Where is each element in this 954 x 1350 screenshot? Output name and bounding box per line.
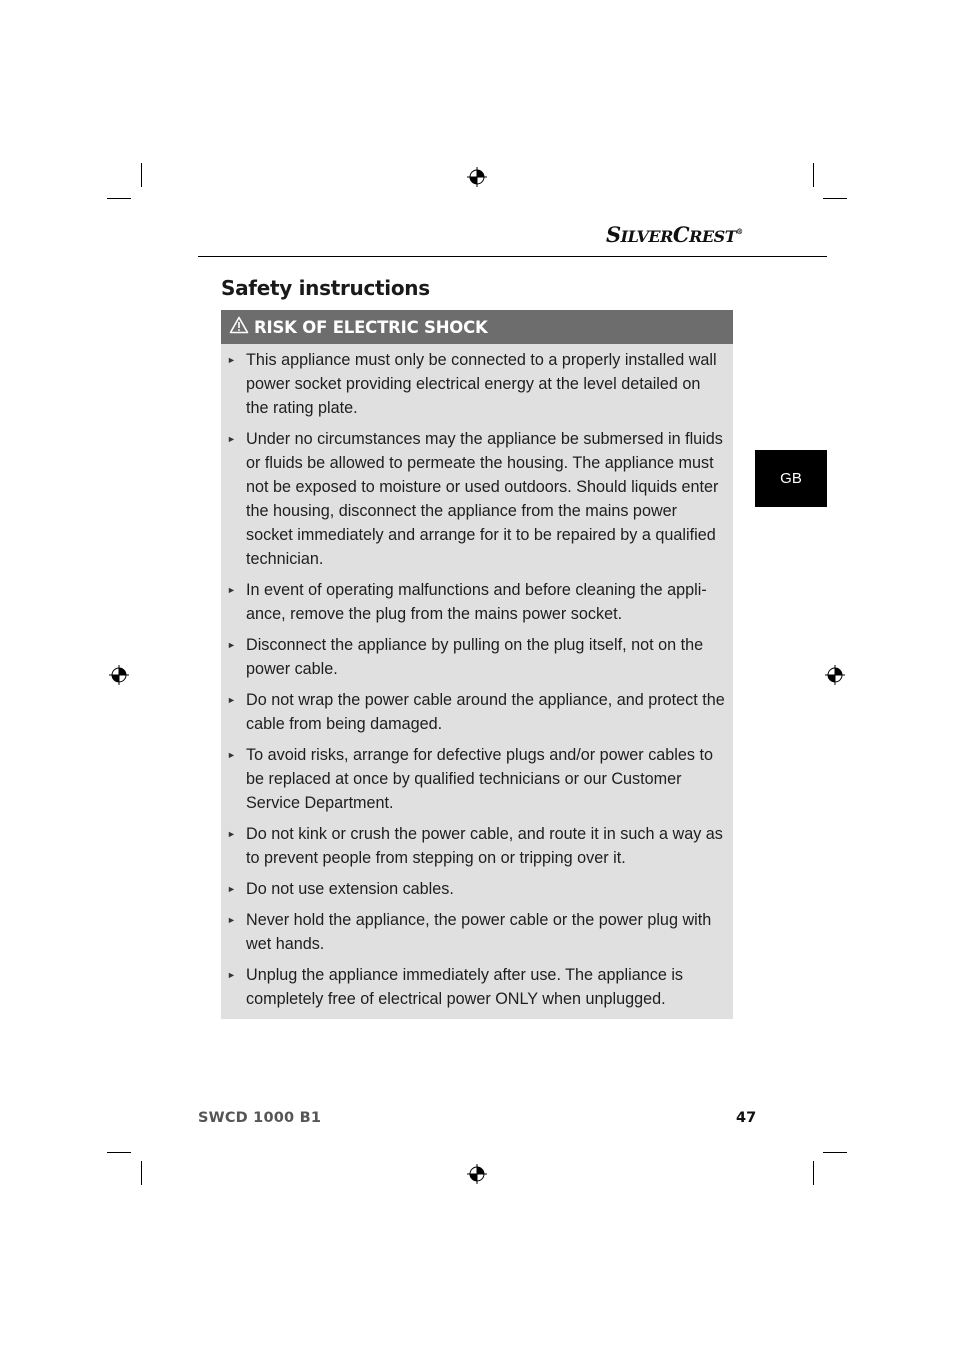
- bullet-arrow-icon: ►: [227, 585, 236, 595]
- registration-mark-icon: [467, 1164, 487, 1184]
- list-item: ► To avoid risks, arrange for defective plugs and/or power cables to be replaced at once by qualified technicians or our Customer Service Department.: [227, 743, 727, 815]
- registration-mark-icon: [109, 665, 129, 685]
- bullet-arrow-icon: ►: [227, 884, 236, 894]
- warning-heading: RISK OF ELECTRIC SHOCK: [254, 317, 488, 337]
- crop-mark: [107, 198, 131, 199]
- list-item: ► Disconnect the appliance by pulling on the plug itself, not on the power cable.: [227, 633, 727, 681]
- bullet-arrow-icon: ►: [227, 695, 236, 705]
- bullet-arrow-icon: ►: [227, 829, 236, 839]
- list-item: ► Do not use extension cables.: [227, 877, 727, 901]
- crop-mark: [823, 1152, 847, 1153]
- bullet-arrow-icon: ►: [227, 970, 236, 980]
- warning-header: [221, 310, 733, 344]
- list-item: ► This appliance must only be connected to a properly installed wall power socket providing electrical energy at the level detailed on the rating plate.: [227, 348, 727, 420]
- crop-mark: [813, 163, 814, 187]
- footer-model-number: SWCD 1000 B1: [198, 1110, 322, 1126]
- registration-mark-icon: [467, 167, 487, 187]
- bullet-arrow-icon: ►: [227, 750, 236, 760]
- crop-mark: [107, 1152, 131, 1153]
- list-item: ► Do not wrap the power cable around the appliance, and protect the cable from being damaged.: [227, 688, 727, 736]
- warning-box: [221, 310, 733, 1019]
- header-divider: [198, 256, 827, 257]
- list-item: ► Never hold the appliance, the power cable or the power plug with wet hands.: [227, 908, 727, 956]
- page-number: 47: [736, 1110, 757, 1126]
- list-item: ► In event of operating malfunctions and before cleaning the appli-ance, remove the plug from the mains power socket.: [227, 578, 727, 626]
- bullet-arrow-icon: ►: [227, 434, 236, 444]
- bullet-arrow-icon: ►: [227, 915, 236, 925]
- bullet-arrow-icon: ►: [227, 355, 236, 365]
- crop-mark: [823, 198, 847, 199]
- bullet-arrow-icon: ►: [227, 640, 236, 650]
- list-item: ► Unplug the appliance immediately after use. The appliance is completely free of electrical power ONLY when unplugged.: [227, 963, 727, 1011]
- crop-mark: [813, 1161, 814, 1185]
- crop-mark: [141, 1161, 142, 1185]
- brand-logo: SILVERCREST®: [606, 222, 743, 247]
- list-item: ► Do not kink or crush the power cable, and route it in such a way as to prevent people from stepping on or tripping over it.: [227, 822, 727, 870]
- warning-triangle-icon: [229, 316, 249, 334]
- registration-mark-icon: [825, 665, 845, 685]
- language-tab: GB: [755, 450, 827, 507]
- page-title: Safety instructions: [221, 276, 430, 300]
- warning-list: [221, 344, 733, 1011]
- list-item: ► Under no circumstances may the appliance be submersed in fluids or fluids be allowed to permeate the housing. The appliance must not be exposed to moisture or used outdoors. Should liquids enter the housing, disconnect the appliance from the mains power socket immediately and arrange for it to be repaired by a qualified technician.: [227, 427, 727, 571]
- crop-mark: [141, 163, 142, 187]
